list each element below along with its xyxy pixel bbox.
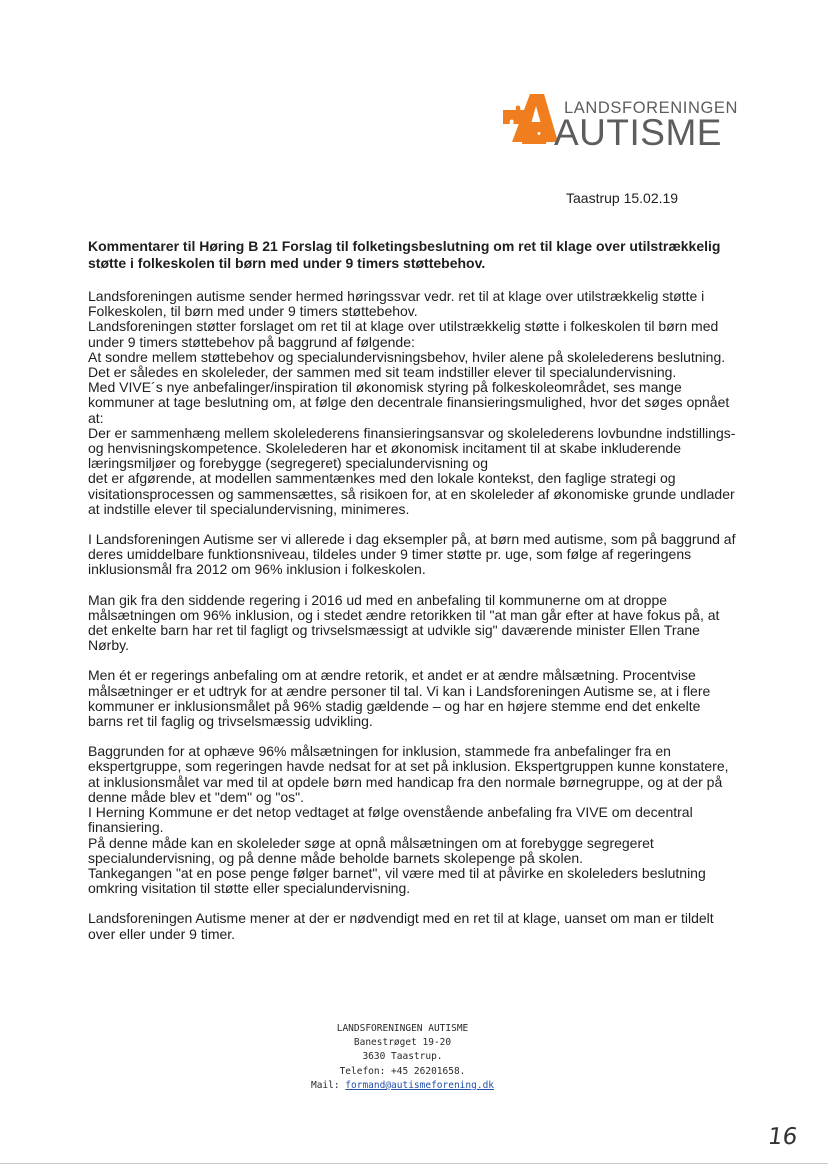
page-number: 16 — [766, 1124, 800, 1150]
body-paragraph: At sondre mellem støttebehov og specialundervisningsbehov, hviler alene på skolelederens beslutning. Det er således en skoleleder, der sammen med sit team indstiller elever til specialundervisning. — [88, 348, 726, 381]
body-paragraph: Tankegangen "at en pose penge følger barnet", vil være med til at påvirke en skoleleders beslutning omkring visitation til støtte eller specialundervisning. — [88, 864, 706, 897]
body-paragraph: I Landsforeningen Autisme ser vi allerede i dag eksempler på, at børn med autisme, som på baggrund af deres umiddelbare funktionsniveau, tildeles under 9 timer støtte pr. uge, som følge af regeringens inklusionsmål fra 2012 om 96% inklusion i folkeskolen. — [88, 531, 736, 578]
body-paragraph: Landsforeningen støtter forslaget om ret til at klage over utilstrækkelig støtte i folkeskolen til børn med under 9 timers støttebehov på baggrund af følgende: — [88, 318, 719, 350]
footer-phone: Telefon: +45 26201658. — [339, 1065, 466, 1077]
body-paragraph: I Herning Kommune er det netop vedtaget at følge ovenstående anbefaling fra VIVE om decentral finansiering. — [88, 804, 693, 836]
body-paragraph: Man gik fra den siddende regering i 2016 ud med en anbefaling til kommunerne om at droppe målsætningen om 96% inklusion, og i stedet ændre retorikken til "at man går efter at have fokus på, at det enkelte barn har ret til fagligt og trivselsmæssigt at udvikle sig" daværende minister Ellen Trane Nørby. — [88, 591, 720, 654]
letter-body — [88, 289, 736, 942]
body-paragraph: Med VIVE´s nye anbefalinger/inspiration til økonomisk styring på folkeskoleområdet, ses mange kommuner at tage beslutning om, at følge den decentrale finansieringsmulighed, hvor det søges opnået at: — [88, 379, 730, 426]
body-paragraph: Men ét er regerings anbefaling om at ændre retorik, et andet er at ændre målsætning. Procentvise målsætninger er et udtryk for at ændre personer til tal. Vi kan i Landsforeningen Autisme se, at i flere kommuner er inklusionsmålet på 96% stadig gældende – og har en højere stemme end det enkelte barns ret til faglig og trivselsmæssig udvikling. — [88, 667, 711, 730]
body-paragraph: Landsforeningen Autisme mener at der er nødvendigt med en ret til at klage, uanset om man er tildelt over eller under 9 timer. — [88, 910, 714, 942]
footer-city: 3630 Taastrup. — [362, 1051, 443, 1063]
body-paragraph: På denne måde kan en skoleleder søge at opnå målsætningen om at forebygge segregeret specialundervisning, og på denne måde beholde barnets skolepenge på skolen. — [88, 834, 654, 866]
body-paragraph: det er afgørende, at modellen sammentænkes med den lokale kontekst, den faglige strategi og visitationsprocessen og sammensættes, så risikoen for, at en skoleleder af økonomiske grunde undlader at indstille elever til specialundervisning, minimeres. — [88, 470, 735, 517]
logo-main-text: AUTISME — [554, 112, 722, 153]
footer-mail-link[interactable]: formand@autismeforening.dk — [345, 1079, 495, 1091]
logo-top-text: LANDSFORENINGEN — [564, 99, 739, 117]
footer-street: Banestrøget 19-20 — [353, 1037, 452, 1049]
letter-footer — [250, 1022, 555, 1093]
body-paragraph: Der er sammenhæng mellem skolelederens finansieringsansvar og skolelederens lovbundne indstillings-og henvisningskompetence. Skolelederen har et økonomisk incitament til at skabe inkluderende læringsmiljøer og forebygge (segregeret) specialundervisning og — [88, 424, 736, 472]
letter-subject: Kommentarer til Høring B 21 Forslag til folketingsbeslutning om ret til klage over utilstrækkelig støtte i folkeskolen til børn med under 9 timers støttebehov. — [88, 238, 721, 271]
page-bottom-divider — [0, 1163, 828, 1164]
footer-mail — [250, 1079, 555, 1093]
footer-org: LANDSFORENINGEN AUTISME — [336, 1023, 469, 1034]
letter-date: Taastrup 15.02.19 — [566, 190, 679, 206]
body-paragraph: Baggrunden for at ophæve 96% målsætningen for inklusion, stammede fra anbefalinger fra en ekspertgruppe, som regeringen havde nedsat for at set på inklusion. Ekspertgruppen kunne konstatere, at inklusionsmålet var med til at opdele børn med handicap fra den normale børnegruppe, og at der på denne måde blev et "dem" og "os". — [88, 743, 729, 805]
body-paragraph: Landsforeningen autisme sender hermed høringssvar vedr. ret til at klage over utilstrækkelig støtte i Folkeskolen, til børn med under 9 timers støttebehov. — [88, 288, 705, 320]
organization-logo — [500, 92, 739, 156]
footer-mail-label: Mail: — [310, 1079, 346, 1091]
